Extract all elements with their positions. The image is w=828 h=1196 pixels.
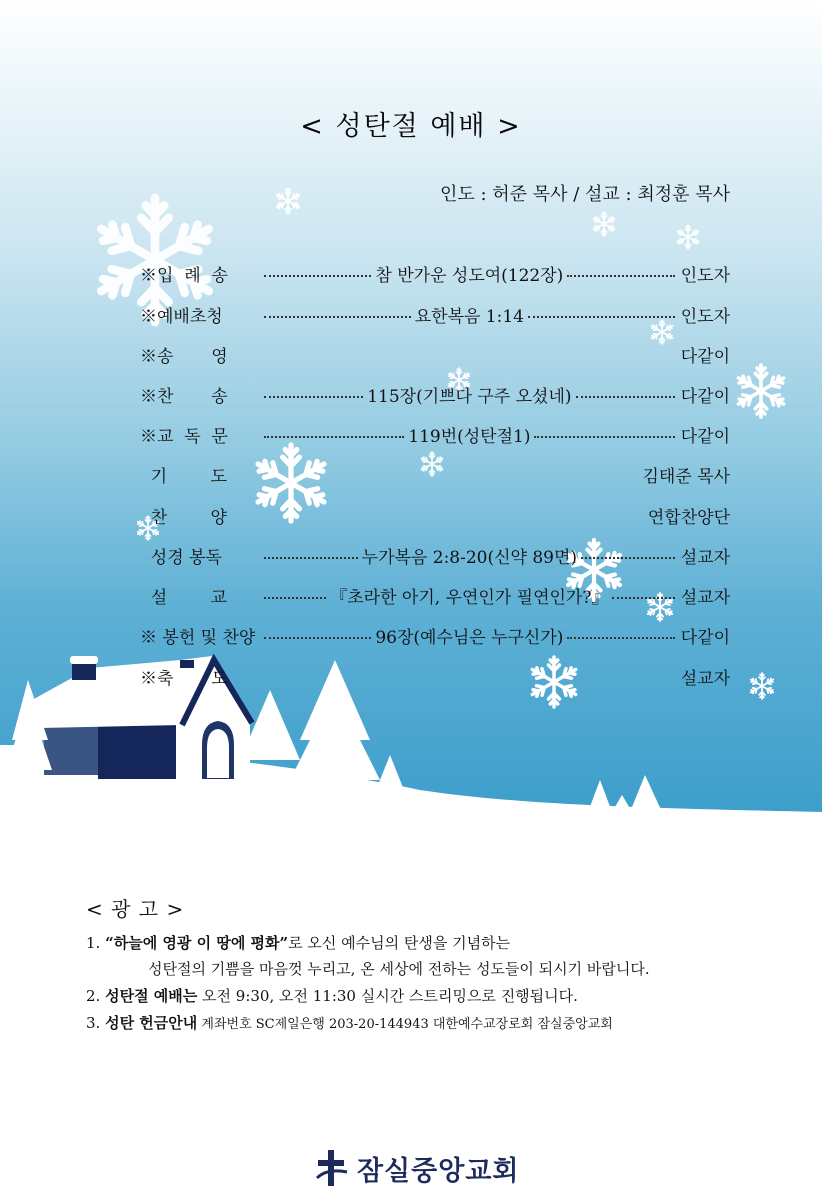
announcement-emphasis: 성탄절 예배는 — [105, 987, 198, 1005]
worship-item-text: 요한복음 1:14 — [414, 306, 524, 327]
worship-item-label: ※찬 송 — [140, 386, 228, 407]
worship-item-row — [140, 341, 730, 367]
worship-item-row — [140, 663, 730, 689]
worship-item-responsible: 설교자 — [680, 587, 730, 608]
worship-item-row — [140, 381, 730, 407]
worship-item-label: 설 교 — [140, 587, 227, 608]
snowflake-icon — [592, 212, 615, 236]
worship-item-label: ※송 영 — [140, 346, 228, 367]
announcement-item-3: 3. 성탄 헌금안내 계좌번호 SC제일은행 203-20-144943 대한예수교장로회 잠실중앙교회 — [86, 1014, 613, 1032]
worship-item-label: ※ 봉헌 및 찬양 — [140, 627, 256, 648]
worship-item-text: 96장(예수님은 누구신가) — [375, 627, 564, 648]
worship-item-row — [140, 301, 730, 327]
worship-item-responsible: 인도자 — [680, 265, 730, 286]
worship-item-label: ※예배초청 — [140, 306, 223, 327]
snowflake-icon — [676, 225, 699, 249]
snowflake-icon — [749, 673, 774, 699]
worship-item-row — [140, 622, 730, 648]
announcement-emphasis: “하늘에 영광 이 땅에 평화” — [105, 934, 289, 952]
announcements-title: < 광 고 > — [86, 897, 185, 921]
worship-item-responsible: 다같이 — [680, 627, 730, 648]
worship-item-responsible: 다같이 — [680, 426, 730, 447]
worship-item-label: ※입 례 송 — [140, 265, 228, 286]
worship-item-responsible: 다같이 — [680, 386, 730, 407]
worship-item-label: 성경 봉독 — [140, 547, 222, 568]
announcement-emphasis: 성탄 헌금안내 — [105, 1014, 198, 1032]
worship-item-text: 『초라한 아기, 우연인가 필연인가?』 — [330, 587, 609, 608]
cross-logo-icon — [315, 1148, 349, 1188]
leaders-line: 인도 : 허준 목사 / 설교 : 최정훈 목사 — [439, 184, 730, 205]
worship-item-label: ※축 도 — [140, 668, 228, 689]
worship-item-row — [140, 542, 730, 568]
worship-item-text: 참 반가운 성도여(122장) — [375, 265, 564, 286]
snowflake-icon — [275, 188, 300, 214]
worship-item-responsible: 연합찬양단 — [647, 507, 730, 528]
worship-item-label: 찬 양 — [140, 507, 227, 528]
page-title: < 성탄절 예배 > — [300, 111, 522, 142]
announcement-item-1: 1. “하늘에 영광 이 땅에 평화”로 오신 예수님의 탄생을 기념하는 — [86, 934, 511, 952]
worship-item-text: 누가복음 2:8-20(신약 89면) — [361, 547, 578, 568]
announcement-item-1-line2: 성탄절의 기쁨을 마음껏 누리고, 온 세상에 전하는 성도들이 되시기 바랍니다. — [148, 960, 650, 978]
worship-item-responsible: 다같이 — [680, 346, 730, 367]
church-name: 잠실중앙교회 — [357, 1155, 520, 1187]
worship-item-responsible: 설교자 — [680, 547, 730, 568]
snowflake-icon — [736, 365, 787, 417]
worship-item-row — [140, 260, 730, 286]
worship-item-text: 119번(성탄절1) — [408, 426, 531, 447]
announcement-item-2: 2. 성탄절 예배는 오전 9:30, 오전 11:30 실시간 스트리밍으로 진행됩니다. — [86, 987, 578, 1005]
church-logo — [315, 1148, 520, 1188]
worship-item-responsible: 인도자 — [680, 306, 730, 327]
worship-item-row — [140, 582, 730, 608]
worship-item-row — [140, 461, 730, 487]
worship-item-label: ※교 독 문 — [140, 426, 228, 447]
worship-item-responsible: 설교자 — [680, 668, 730, 689]
worship-item-row — [140, 421, 730, 447]
worship-item-label: 기 도 — [140, 466, 227, 487]
worship-item-row — [140, 502, 730, 528]
worship-item-responsible: 김태준 목사 — [642, 466, 730, 487]
worship-item-text: 115장(기쁘다 구주 오셨네) — [367, 386, 572, 407]
